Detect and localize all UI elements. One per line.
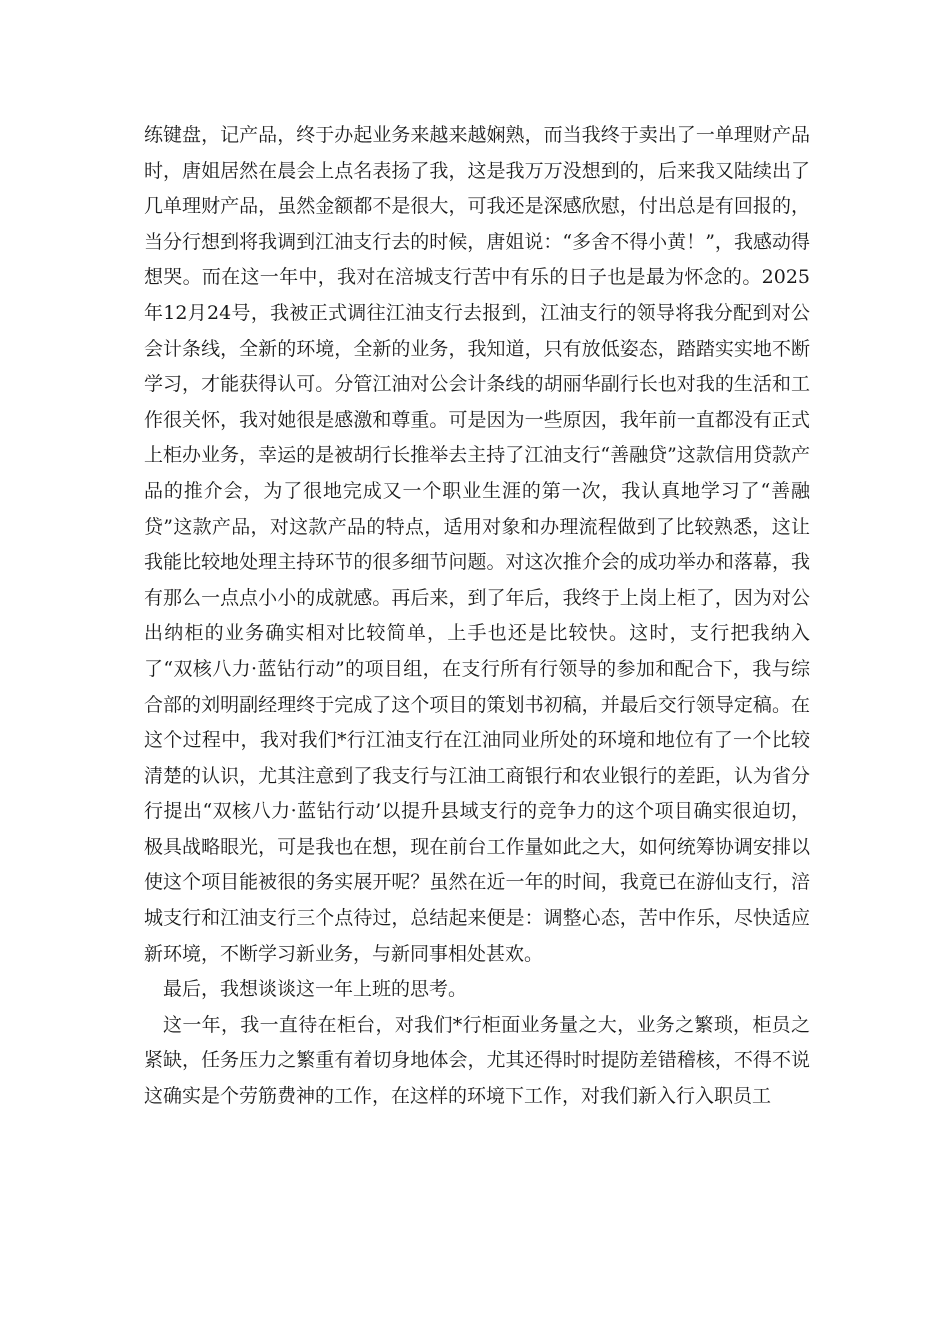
paragraph-3: 这一年，我一直待在柜台，对我们*行柜面业务量之大，业务之繁琐，柜员之紧缺，任务压力之繁重有着切身地体会，尤其还得时时提防差错稽核，不得不说这确实是个劳筋费神的工作，在这样的环境下工作，对我们新入行入职员工 — [144, 1013, 810, 1108]
paragraph-2: 最后，我想谈谈这一年上班的思考。 — [163, 978, 468, 1001]
document-body — [144, 118, 810, 1115]
paragraph-1: 练键盘，记产品，终于办起业务来越来越娴熟，而当我终于卖出了一单理财产品时，唐姐居然在晨会上点名表扬了我，这是我万万没想到的，后来我又陆续出了几单理财产品，虽然金额都不是很大，可我还是深感欣慰，付出总是有回报的，当分行想到将我调到江油支行去的时候，唐姐说：“多舍不得小黄！”，我感动得想哭。而在这一年中，我对在涪城支行苦中有乐的日子也是最为怀念的。2025年12月24号，我被正式调往江油支行去报到，江油支行的领导将我分配到对公会计条线，全新的环境，全新的业务，我知道，只有放低姿态，踏踏实实地不断学习，才能获得认可。分管江油对公会计条线的胡丽华副行长也对我的生活和工作很关怀，我对她很是感激和尊重。可是因为一些原因，我年前一直都没有正式上柜办业务，幸运的是被胡行长推举去主持了江油支行“善融贷”这款信用贷款产品的推介会，为了很地完成又一个职业生涯的第一次，我认真地学习了“善融贷”这款产品，对这款产品的特点，适用对象和办理流程做到了比较熟悉，这让我能比较地处理主持环节的很多细节问题。对这次推介会的成功举办和落幕，我有那么一点点小小的成就感。再后来，到了年后，我终于上岗上柜了，因为对公出纳柜的业务确实相对比较简单，上手也还是比较快。这时，支行把我纳入了“双核八力·蓝钻行动”的项目组，在支行所有行领导的参加和配合下，我与综合部的刘明副经理终于完成了这个项目的策划书初稿，并最后交行领导定稿。在这个过程中，我对我们*行江油支行在江油同业所处的环境和地位有了一个比较清楚的认识，尤其注意到了我支行与江油工商银行和农业银行的差距，认为省分行提出“双核八力·蓝钻行动’以提升县域支行的竞争力的这个项目确实很迫切，极具战略眼光，可是我也在想，现在前台工作量如此之大，如何统筹协调安排以使这个项目能被很的务实展开呢？虽然在近一年的时间，我竟已在游仙支行，涪城支行和江油支行三个点待过，总结起来便是：调整心态，苦中作乐，尽快适应新环境，不断学习新业务，与新同事相处甚欢。 — [144, 124, 810, 965]
